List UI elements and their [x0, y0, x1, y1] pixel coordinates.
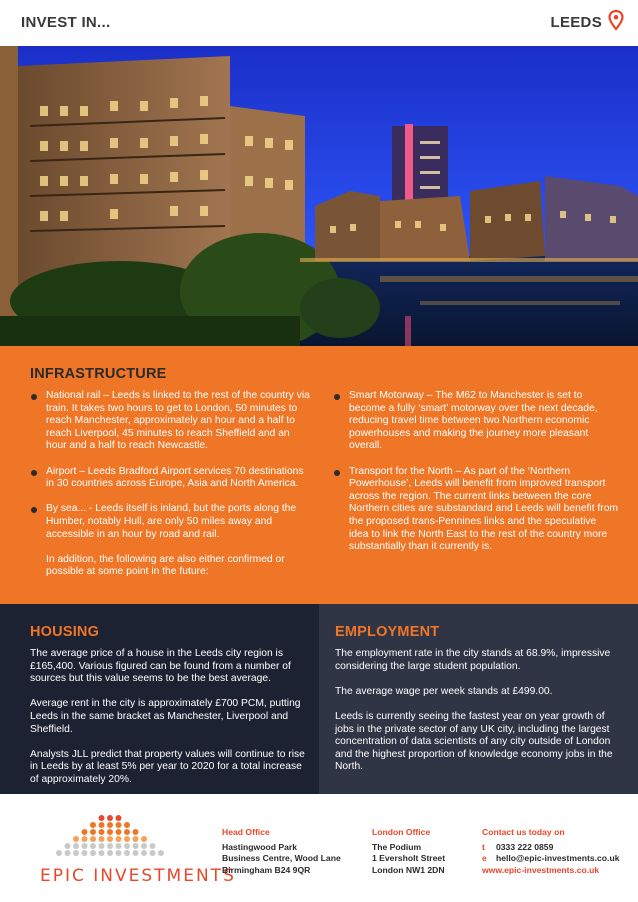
logo-dot — [124, 850, 130, 856]
company-logo-text: EPIC INVESTMENTS — [40, 866, 236, 886]
city-name: LEEDS — [550, 14, 602, 31]
housing-section — [0, 604, 319, 794]
logo-dot — [107, 843, 113, 849]
logo-dot — [90, 850, 96, 856]
logo-dot — [141, 843, 147, 849]
logo-dot — [99, 836, 105, 842]
address-line: Hastingwood Park — [222, 842, 297, 853]
phone-line — [482, 842, 619, 853]
phone-label: t — [482, 842, 485, 853]
logo-dot — [158, 850, 164, 856]
phone-number[interactable]: 0333 222 0859 — [496, 842, 554, 853]
employment-section — [319, 604, 638, 794]
logo-dot — [73, 843, 79, 849]
logo-dot — [82, 829, 88, 835]
address-line: 1 Eversholt Street — [372, 853, 446, 864]
logo-dot — [107, 829, 113, 835]
paragraph: The employment rate in the city stands at 68.9%, impressive considering the large student population. — [335, 648, 611, 672]
head-office-title: Head Office — [222, 827, 270, 837]
infrastructure-left-column — [30, 390, 312, 579]
logo-dot — [116, 843, 122, 849]
page-title: INVEST IN... — [21, 14, 111, 31]
email-line — [482, 853, 619, 864]
address-line: Business Centre, Wood Lane — [222, 853, 341, 864]
logo-dot — [90, 829, 96, 835]
logo-dot — [124, 843, 130, 849]
website-link[interactable]: www.epic-investments.co.uk — [482, 864, 600, 875]
logo-dot — [56, 850, 62, 856]
employment-heading: EMPLOYMENT — [335, 624, 440, 640]
logo-dot — [99, 829, 105, 835]
london-office-block — [372, 827, 445, 876]
contact-title: Contact us today on — [482, 827, 565, 837]
list-item: By sea... - Leeds itself is inland, but the ports along the Humber, notably Hull, are only 50 miles away and accessible in an hour by road and rail. — [30, 503, 312, 541]
logo-dot — [99, 843, 105, 849]
logo-dot — [124, 829, 130, 835]
logo-dot — [107, 822, 113, 828]
logo-dot — [99, 815, 105, 821]
logo-dot — [73, 850, 79, 856]
logo-dot — [99, 850, 105, 856]
logo-dot — [82, 836, 88, 842]
address-line: Birmingham B24 9QR — [222, 864, 311, 875]
contact-block — [482, 827, 619, 876]
address-line: London NW1 2DN — [372, 864, 445, 875]
logo-dot — [116, 822, 122, 828]
list-item: Airport – Leeds Bradford Airport services 70 destinations in 30 countries across Europe, Asia and North America. — [30, 466, 312, 491]
email-link[interactable]: hello@epic-investments.co.uk — [496, 853, 620, 864]
logo-dot — [107, 836, 113, 842]
infrastructure-section — [0, 346, 638, 604]
logo-dot — [107, 815, 113, 821]
logo-dot — [65, 850, 71, 856]
logo-dot — [90, 843, 96, 849]
logo-dot — [116, 815, 122, 821]
page-footer — [0, 794, 638, 902]
employment-body — [335, 648, 625, 787]
infrastructure-heading: INFRASTRUCTURE — [30, 366, 167, 382]
logo-dot — [107, 850, 113, 856]
logo-dot — [116, 850, 122, 856]
paragraph: Analysts JLL predict that property values will continue to rise in Leeds by at least 5% per year to 2020 for a total increase of approximately 20%. — [30, 748, 305, 785]
infrastructure-right-column — [333, 390, 618, 566]
paragraph: The average price of a house in the Leeds city region is £165,400. Various figured can be found from a number of sources but this value seems to be the best average. — [30, 648, 291, 685]
list-item: Transport for the North – As part of the ‘Northern Powerhouse’, Leeds will benefit from improved transport across the region. The current links between the core Northern cities are substandard and Leeds will benefit from the proposed trans-Pennines links and the speculative idea to link the North East to the rest of the country more substantially than it currently is. — [333, 466, 618, 554]
logo-dot — [141, 850, 147, 856]
page-header — [0, 0, 638, 46]
logo-dot — [133, 829, 139, 835]
address-line: The Podium — [372, 842, 422, 853]
logo-dot — [82, 843, 88, 849]
infrastructure-note: In addition, the following are also either confirmed or possible at some point in the future: — [46, 553, 285, 578]
logo-dot — [90, 822, 96, 828]
list-item: National rail – Leeds is linked to the rest of the country via train. It takes two hours to get to London, 50 minutes to reach Manchester, approximately an hour and a half to reach Liverpool, 45 minutes to reach Sheffield and an hour and a half to reach Newcastle. — [30, 390, 312, 453]
logo-dot — [116, 829, 122, 835]
housing-body — [30, 648, 305, 799]
location-pin-icon — [608, 10, 624, 32]
logo-dot — [141, 836, 147, 842]
paragraph: Average rent in the city is approximately £700 PCM, putting Leeds in the same bracket as Manchester, Liverpool and Sheffield. — [30, 698, 301, 735]
logo-dot — [90, 836, 96, 842]
paragraph: The average wage per week stands at £499.00. — [335, 685, 553, 697]
housing-heading: HOUSING — [30, 624, 100, 640]
logo-dot — [124, 822, 130, 828]
logo-dot — [133, 843, 139, 849]
london-office-title: London Office — [372, 827, 431, 837]
logo-dot — [124, 836, 130, 842]
logo-dot — [65, 843, 71, 849]
email-label: e — [482, 853, 487, 864]
paragraph: Leeds is currently seeing the fastest year on year growth of jobs in the private sector of any UK city, including the largest concentration of data scientists of any city outside of London and the highest proportion of knowledge economy jobs in the North. — [335, 710, 613, 773]
logo-dot — [133, 850, 139, 856]
head-office-block — [222, 827, 341, 876]
logo-dot — [150, 843, 156, 849]
leeds-waterfront-photo — [0, 46, 638, 346]
logo-dot — [82, 850, 88, 856]
logo-dot — [150, 850, 156, 856]
list-item: Smart Motorway – The M62 to Manchester is set to become a fully ‘smart’ motorway over the next decade, reducing travel time between two Northern economic powerhouses and making the journey more pleasant overall. — [333, 390, 618, 453]
logo-dot — [116, 836, 122, 842]
logo-dot — [73, 836, 79, 842]
logo-dot — [133, 836, 139, 842]
logo-dot — [99, 822, 105, 828]
